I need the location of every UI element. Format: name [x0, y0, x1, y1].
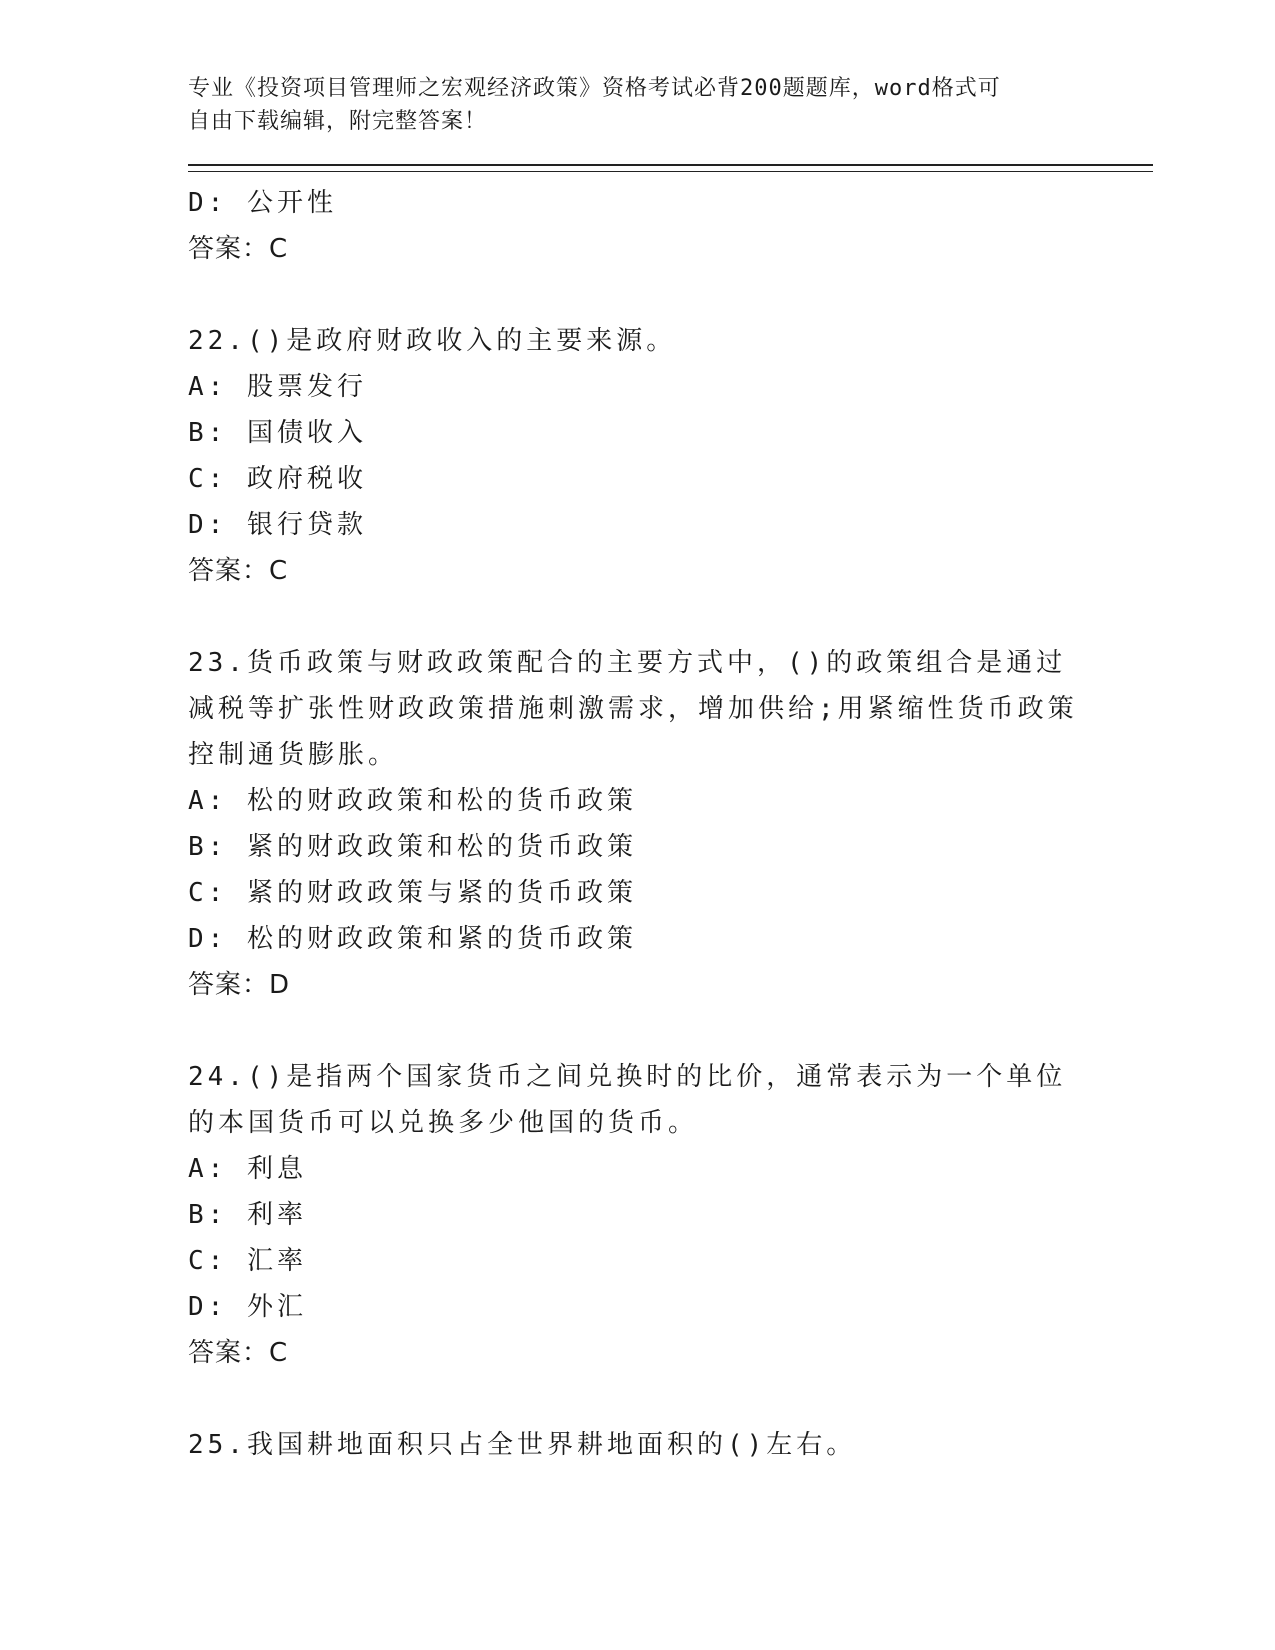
option-a: A: 股票发行 [188, 372, 367, 402]
question-stem: 22.()是政府财政收入的主要来源。 [188, 326, 677, 356]
question-22 [188, 318, 1153, 594]
option-c: C: 政府税收 [188, 464, 367, 494]
header-divider [188, 164, 1153, 172]
option-a: A: 松的财政政策和松的货币政策 [188, 786, 637, 816]
question-23 [188, 640, 1153, 1008]
question-stem: 25.我国耕地面积只占全世界耕地面积的()左右。 [188, 1430, 857, 1460]
document-header [188, 72, 1068, 138]
option-d: D: 公开性 [188, 188, 337, 218]
option-d: D: 松的财政政策和紧的货币政策 [188, 924, 637, 954]
option-c: C: 汇率 [188, 1246, 307, 1276]
option-d: D: 银行贷款 [188, 510, 367, 540]
header-title-line-1: 专业《投资项目管理师之宏观经济政策》资格考试必背200题题库，word格式可 [188, 76, 1001, 101]
option-b: B: 紧的财政政策和松的货币政策 [188, 832, 637, 862]
option-a: A: 利息 [188, 1154, 307, 1184]
option-c: C: 紧的财政政策与紧的货币政策 [188, 878, 637, 908]
answer-label: 答案：C [188, 234, 289, 264]
question-25 [188, 1422, 1153, 1468]
answer-label: 答案：C [188, 1338, 289, 1368]
option-d: D: 外汇 [188, 1292, 307, 1322]
option-b: B: 利率 [188, 1200, 307, 1230]
previous-question-tail [188, 180, 1153, 272]
header-title-line-2: 自由下载编辑，附完整答案！ [188, 109, 488, 134]
answer-label: 答案：D [188, 970, 291, 1000]
question-stem: 23.货币政策与财政政策配合的主要方式中，()的政策组合是通过减税等扩张性财政政策措施刺激需求，增加供给;用紧缩性货币政策控制通货膨胀。 [188, 648, 1078, 770]
answer-label: 答案：C [188, 556, 289, 586]
question-24 [188, 1054, 1153, 1376]
question-stem: 24.()是指两个国家货币之间兑换时的比价，通常表示为一个单位的本国货币可以兑换多少他国的货币。 [188, 1062, 1067, 1138]
document-page [188, 72, 1153, 1468]
option-b: B: 国债收入 [188, 418, 367, 448]
